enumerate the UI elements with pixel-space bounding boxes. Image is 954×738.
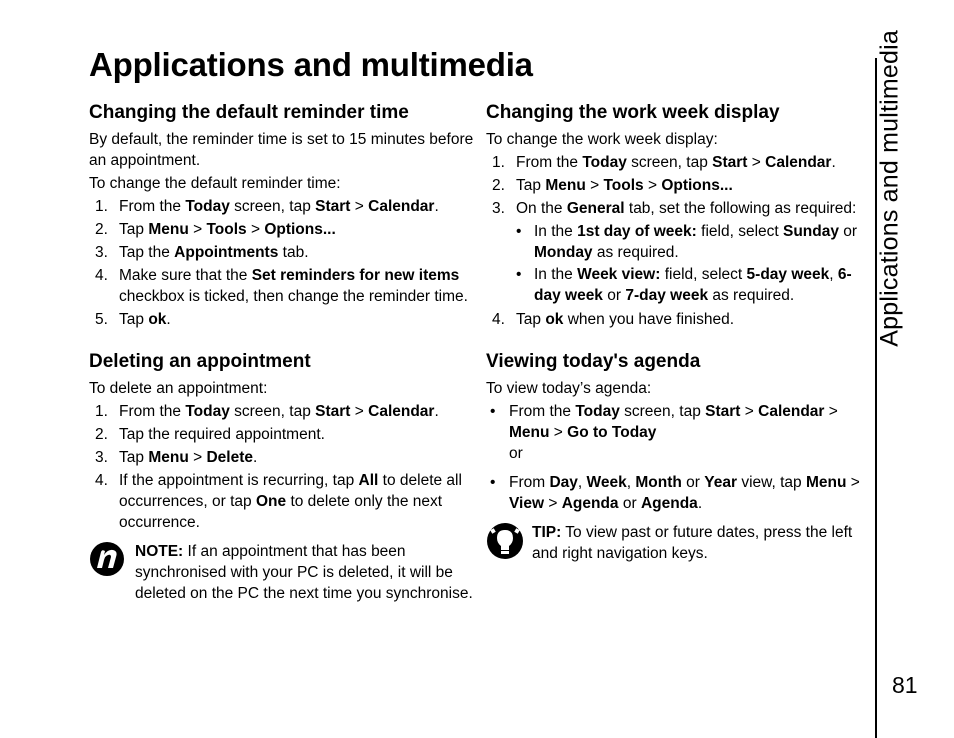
step-text <box>119 219 474 240</box>
workweek-heading: Changing the work week display <box>486 102 780 123</box>
bold-text: Today <box>582 154 627 171</box>
text-run: > <box>188 449 207 466</box>
text-run: to delete only the next occurrence. <box>119 493 443 531</box>
bullet-text <box>509 401 871 464</box>
text-run: Tap <box>119 449 149 466</box>
step-item <box>89 196 474 217</box>
note-text <box>135 541 474 604</box>
text-run: Make sure that the <box>119 267 252 284</box>
text-run: screen, tap <box>619 403 706 420</box>
step-text <box>119 196 474 217</box>
text-run: > <box>188 221 207 238</box>
text-run: If the appointment is recurring, tap <box>119 472 359 489</box>
bold-text: Year <box>704 474 738 491</box>
bold-text: Start <box>315 403 351 420</box>
text-run: view, tap <box>737 474 806 491</box>
step-item <box>89 401 474 422</box>
text-run: > <box>740 403 759 420</box>
text-run: as required. <box>708 287 795 304</box>
bold-text: Calendar <box>758 403 825 420</box>
text-run: > <box>350 198 369 215</box>
page-title: Applications and multimedia <box>89 46 533 83</box>
tip-body: To view past or future dates, press the left and right navigation keys. <box>532 524 853 562</box>
text-run: > <box>846 474 860 491</box>
text-run: From the <box>509 403 576 420</box>
bold-text: Menu <box>545 177 586 194</box>
step-text <box>119 265 474 307</box>
text-run: , <box>829 266 838 283</box>
text-run: In the <box>534 223 578 240</box>
bold-text: Calendar <box>765 154 832 171</box>
bullet-item <box>486 401 871 464</box>
text-run: > <box>246 221 265 238</box>
workweek-steps <box>486 152 871 330</box>
bold-text: Today <box>185 403 230 420</box>
step-number: 4. <box>492 311 505 328</box>
text-run: From the <box>119 198 186 215</box>
tip-lightbulb-icon <box>486 522 532 566</box>
sub-bullet-text <box>534 264 871 306</box>
step-item <box>486 309 871 330</box>
reminder-intro: By default, the reminder time is set to 15 minutes before an appointment. <box>89 131 474 169</box>
agenda-section <box>486 350 871 566</box>
text-run: or <box>838 223 858 240</box>
text-run: From the <box>516 154 583 171</box>
sub-bullet-item <box>516 221 871 263</box>
bold-text: View <box>509 495 545 512</box>
step-text <box>516 152 871 173</box>
text-run: . <box>831 154 836 171</box>
text-run: to delete all occurrences, or tap <box>119 472 462 510</box>
step-number: 3. <box>95 449 108 466</box>
bold-text: Menu <box>148 221 189 238</box>
step-text <box>516 175 871 196</box>
agenda-lead: To view today’s agenda: <box>486 380 652 397</box>
text-run: or <box>681 474 705 491</box>
text-run: . <box>434 198 439 215</box>
text-run: or <box>602 287 626 304</box>
step-text <box>119 424 474 445</box>
note-label: NOTE: <box>135 543 184 560</box>
bold-text: Agenda <box>561 495 619 512</box>
bold-text: Options... <box>264 221 336 238</box>
tip-text <box>532 522 871 566</box>
bold-text: Options... <box>661 177 733 194</box>
bullet-text <box>509 472 871 514</box>
bold-text: One <box>255 493 287 510</box>
step-number: 3. <box>492 200 505 217</box>
text-run: > <box>585 177 604 194</box>
text-run: field, select <box>660 266 747 283</box>
sub-bullet-text <box>534 221 871 263</box>
text-run: tab. <box>278 244 309 261</box>
bold-text: Week <box>586 474 627 491</box>
bold-text: Appointments <box>174 244 279 261</box>
bold-text: Calendar <box>368 403 435 420</box>
text-run: > <box>747 154 766 171</box>
bold-text: Menu <box>148 449 189 466</box>
text-run: when you have finished. <box>563 311 735 328</box>
text-run: Tap <box>119 311 149 328</box>
reminder-section <box>89 101 474 330</box>
step-item <box>89 470 474 533</box>
right-column <box>486 101 871 578</box>
text-run: Tap the <box>119 244 175 261</box>
text-run: > <box>350 403 369 420</box>
step-text <box>516 198 871 307</box>
text-run: or <box>618 495 641 512</box>
delete-steps <box>89 401 474 533</box>
text-run: Tap the required appointment. <box>119 426 325 443</box>
agenda-bullets <box>486 401 871 514</box>
step-item <box>89 424 474 445</box>
delete-heading: Deleting an appointment <box>89 351 311 372</box>
bold-text: Delete <box>206 449 253 466</box>
step-item <box>486 175 871 196</box>
text-run: > <box>544 495 562 512</box>
bold-text: 6-day week <box>534 266 852 304</box>
step-text <box>119 401 474 422</box>
bullet-dot: • <box>490 403 496 420</box>
note-body: If an appointment that has been synchronised with your PC is deleted, it will be deleted on the PC the next time you synchronise. <box>135 543 473 602</box>
step-number: 2. <box>492 177 505 194</box>
text-run: > <box>549 424 568 441</box>
text-run: Tap <box>119 221 149 238</box>
workweek-lead: To change the work week display: <box>486 131 718 148</box>
agenda-heading: Viewing today's agenda <box>486 351 701 372</box>
text-run: > <box>824 403 838 420</box>
text-run: From the <box>119 403 186 420</box>
bold-text: General <box>566 200 625 217</box>
side-label-text: Applications and multimedia <box>875 30 904 347</box>
bold-text: ok <box>545 311 564 328</box>
delete-lead: To delete an appointment: <box>89 380 268 397</box>
bold-text: Week view: <box>577 266 661 283</box>
step-item <box>486 198 871 307</box>
step-item <box>486 152 871 173</box>
bold-text: 1st day of week: <box>577 223 697 240</box>
step-item <box>89 219 474 240</box>
bold-text: Start <box>315 198 351 215</box>
tip-label: TIP: <box>532 524 562 541</box>
step-text <box>119 470 474 533</box>
bold-text: Monday <box>534 244 593 261</box>
bullet-dot: • <box>516 266 522 283</box>
reminder-steps <box>89 196 474 330</box>
text-run: In the <box>534 266 578 283</box>
reminder-heading: Changing the default reminder time <box>89 102 409 123</box>
bold-text: Tools <box>603 177 644 194</box>
text-run: Tap <box>516 177 546 194</box>
text-run: screen, tap <box>626 154 713 171</box>
text-run: . <box>697 495 703 512</box>
delete-section <box>89 350 474 604</box>
step-item <box>89 447 474 468</box>
step-number: 2. <box>95 221 108 238</box>
text-run: , <box>626 474 636 491</box>
text-run: From <box>509 474 550 491</box>
step-item <box>89 242 474 263</box>
bold-text: Go to Today <box>567 424 657 441</box>
step-number: 5. <box>95 311 108 328</box>
text-run: . <box>166 311 171 328</box>
step-text <box>119 309 474 330</box>
text-run: > <box>643 177 662 194</box>
bold-text: ok <box>148 311 167 328</box>
text-run: or <box>509 445 523 462</box>
reminder-lead: To change the default reminder time: <box>89 175 341 192</box>
bold-text: Start <box>705 403 741 420</box>
bullet-dot: • <box>490 474 496 491</box>
sub-bullet-item <box>516 264 871 306</box>
step-number: 1. <box>95 403 108 420</box>
text-run: screen, tap <box>229 198 316 215</box>
workweek-section <box>486 101 871 330</box>
bold-text: Today <box>575 403 620 420</box>
sub-bullets <box>516 221 871 306</box>
text-run: field, select <box>696 223 783 240</box>
bold-text: All <box>358 472 379 489</box>
text-run: On the <box>516 200 567 217</box>
bold-text: Month <box>635 474 682 491</box>
text-run: as required. <box>592 244 679 261</box>
step-text <box>119 447 474 468</box>
bold-text: Agenda <box>640 495 698 512</box>
text-run: , <box>577 474 587 491</box>
step-number: 4. <box>95 267 108 284</box>
text-run: checkbox is ticked, then change the reminder time. <box>119 288 468 305</box>
bold-text: Menu <box>805 474 847 491</box>
note-callout <box>89 541 474 604</box>
tip-callout <box>486 522 871 566</box>
text-run: tab, set the following as required: <box>624 200 857 217</box>
note-icon <box>89 541 135 604</box>
bold-text: Start <box>712 154 748 171</box>
step-number: 2. <box>95 426 108 443</box>
bullet-item <box>486 472 871 514</box>
text-run: . <box>434 403 439 420</box>
step-number: 4. <box>95 472 108 489</box>
step-number: 1. <box>95 198 108 215</box>
bold-text: Menu <box>509 424 550 441</box>
step-number: 3. <box>95 244 108 261</box>
page-number: 81 <box>892 672 918 698</box>
bold-text: Sunday <box>783 223 839 240</box>
step-item <box>89 309 474 330</box>
bold-text: Tools <box>206 221 247 238</box>
text-run: . <box>252 449 258 466</box>
bold-text: Calendar <box>368 198 435 215</box>
step-text <box>119 242 474 263</box>
text-run: Tap <box>516 311 546 328</box>
step-number: 1. <box>492 154 505 171</box>
bold-text: Day <box>549 474 578 491</box>
bold-text: Set reminders for new items <box>251 267 460 284</box>
bold-text: 5-day week <box>746 266 830 283</box>
step-text <box>516 309 871 330</box>
left-column <box>89 101 474 616</box>
bold-text: Today <box>185 198 230 215</box>
text-run: screen, tap <box>229 403 316 420</box>
bold-text: 7-day week <box>625 287 709 304</box>
bullet-dot: • <box>516 223 522 240</box>
step-item <box>89 265 474 307</box>
